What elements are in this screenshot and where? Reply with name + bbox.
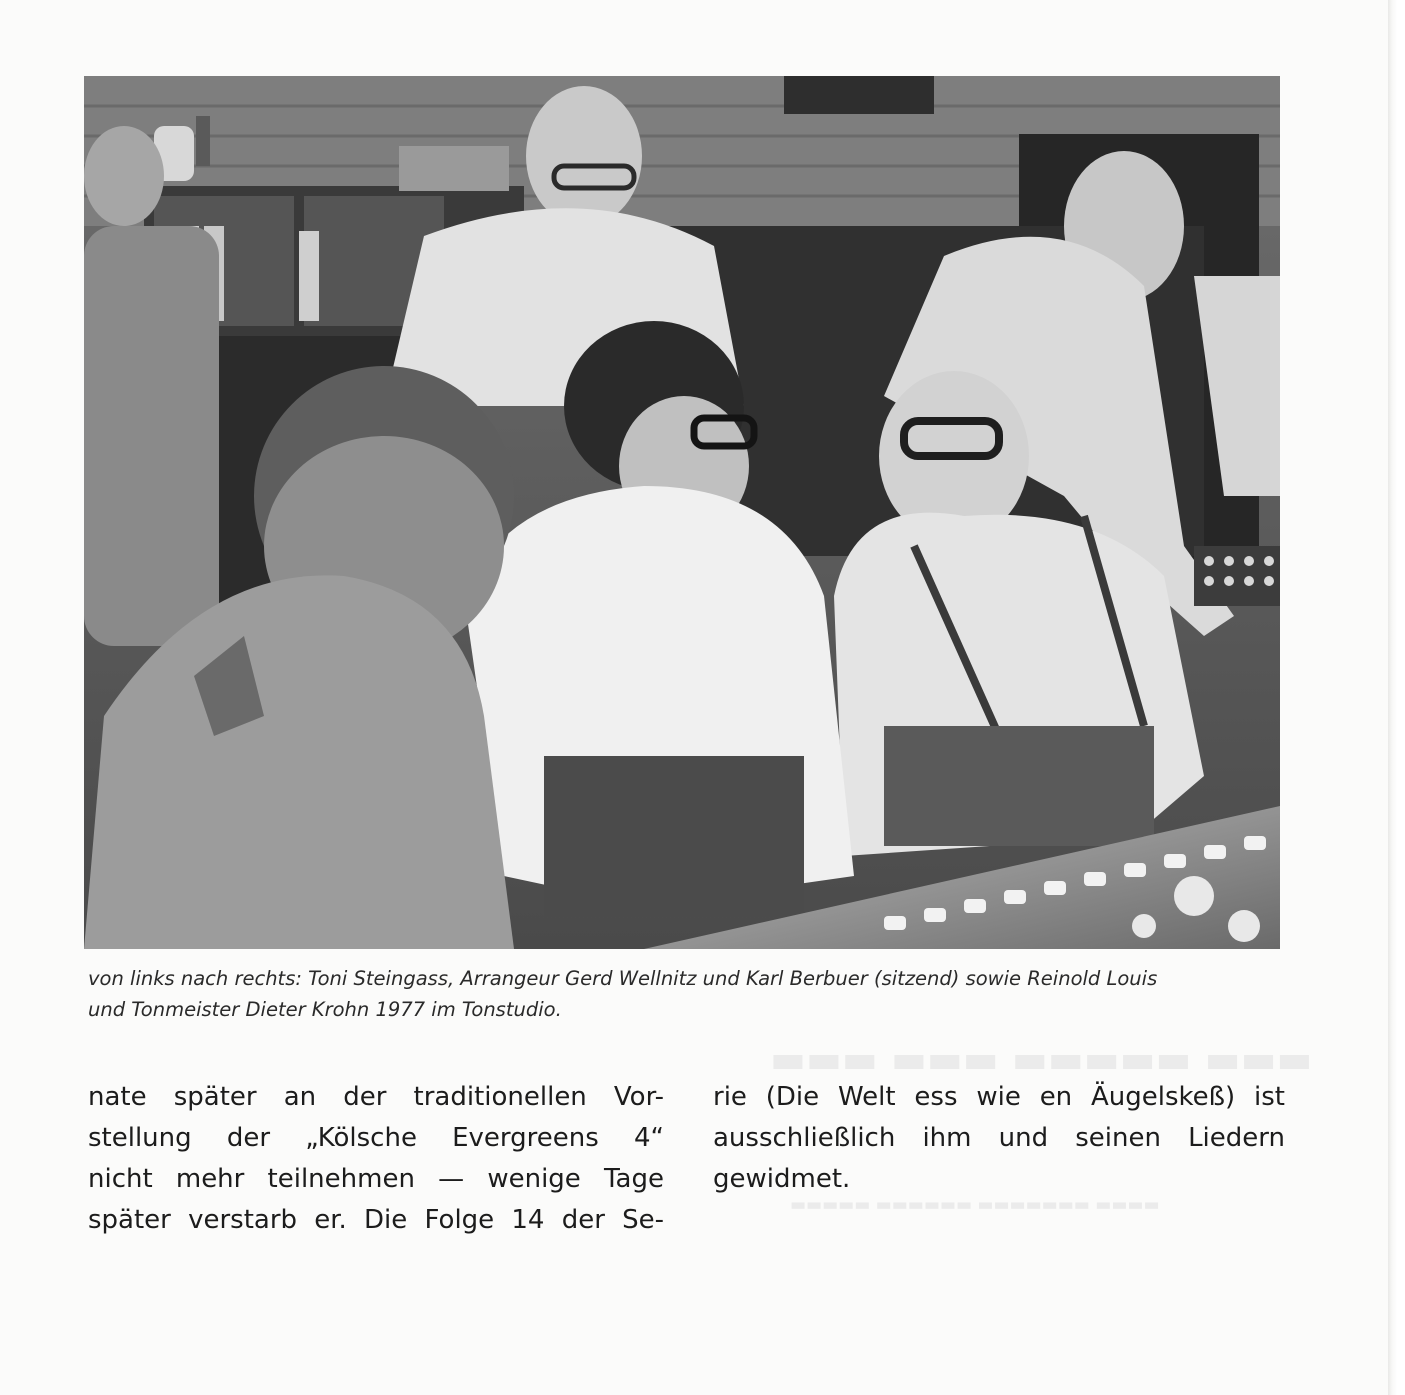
caption-line-1: von links nach rechts: Toni Steingass, Arrangeur Gerd Wellnitz und Karl Berbuer (sitzend) sowie Reinold Louis	[88, 967, 1158, 990]
body-line: ausschließlich ihm und seinen Liedern	[713, 1123, 1285, 1153]
body-line: stellung der „Kölsche Evergreens 4“	[88, 1123, 664, 1153]
studio-photo	[84, 76, 1280, 949]
body-line: gewidmet.	[713, 1164, 851, 1194]
body-line: nicht mehr teilnehmen — wenige Tage	[88, 1164, 664, 1194]
bleed-through-heading: ▬▬▬ ▬▬▬▬▬ ▬▬▬ ▬▬▬	[770, 1037, 1313, 1081]
body-column-right	[713, 1077, 1285, 1200]
black-and-white-studio-photo	[84, 76, 1280, 949]
body-line: nate später an der traditionellen Vor-	[88, 1082, 664, 1112]
caption-line-2: und Tonmeister Dieter Krohn 1977 im Tonstudio.	[88, 998, 562, 1021]
bleed-through-credits: ▬▬▬▬ ▬▬▬▬▬▬▬ ▬▬▬▬▬▬ ▬▬▬▬▬	[790, 1195, 1160, 1215]
body-column-left	[88, 1077, 664, 1241]
body-line: später verstarb er. Die Folge 14 der Se-	[88, 1205, 664, 1235]
page-edge	[1388, 0, 1405, 1395]
body-line: rie (Die Welt ess wie en Äugelskeß) ist	[713, 1082, 1285, 1112]
photo-caption	[88, 963, 1288, 1025]
